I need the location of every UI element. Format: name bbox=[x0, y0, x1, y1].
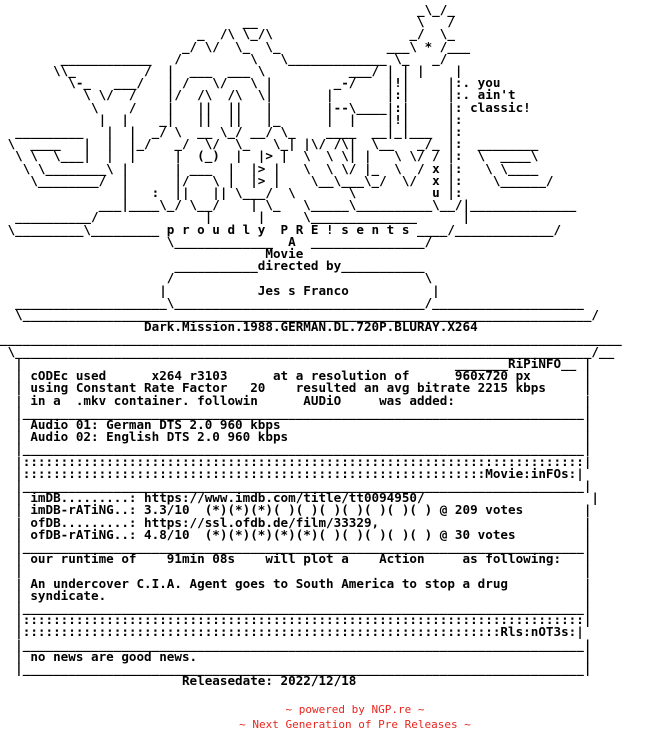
nfo-text: _\_/_ __ \ / _ /\ \_/\ _/ \_ _/ \/ \_ \_ ___\ * /___ ____________ / \ \_____________ \_ _/ \\_ / | ___ ___ \ ___/ | | | | \-_ ___/ | / \/ \ | _-/ |!| |:. you \ \/ / |/ /\ /\ \| | |:| |:. ain't \ / | || || | |--\____|:| |: classic! | | _| || || |_ | | |!| |: _________ | | _/ \ __ \_/ __/ \_ ____ __|_|___ |: \ ____ | | |_/ _/ \/ \_ \_| |\/ /\| \__ _/_ |: ________ \ \ \___| | | | (_) | |> | \ \ \| | \ \/ / |: \ ____\ \ \________\ | | ___ | |> | \ \ \/ |_ \ / x |: \ \____ \________/ | |/ \ | |> | \__\___\_/ \/ x |: \______/ | : || || \___/ \ \ u |: ___|____\_/ \__/ | \_ \_____\__________\__/|______________ __________/ | | \______________ | \_________\_________ p r o u d l y P R E ! s e n t s ____/_____________/ \_____________ A _______________/ Movie ___________directed by___________ / \ | Jes s Franco | ____________________\_________________________________/____________________ \___________________________________________________________________________/ Dark.Mission.1988.GERMAN.DL.720P.BLURAY.X264 __________________________________________________________________________________ \____________________________________________________________________________/__ | _______RiPiNFO__ | | cODEc used x264 r3103 at a resolution of 960x720 px | | using Constant Rate Factor 20 resulted an avg bitrate 2215 kbps | | in a .mkv container. followin AUDiO was added: | |__________________________________________________________________________| | Audio 01: German DTS 2.0 960 kbps | | Audio 02: English DTS 2.0 960 kbps | |__________________________________________________________________________| |::::::::::::::::::::::::::::::::::::::::::::::::::::::::::::::::::::::::::| |:::::::::::::::::::::::::::::::::::::::::::::::::::::::::::::Movie:inFOs:| |__________________________________________________________________________| | imDB.........: https://www.imdb.com/title/tt0094950/ | | imDB-rATiNG..: 3.3/10 (*)(*)(*)( )( )( )( )( )( )( ) @ 209 votes | | ofDB.........: https://ssl.ofdb.de/film/33329, | | ofDB-rATiNG..: 4.8/10 (*)(*)(*)(*)(*)( )( )( )( )( ) @ 30 votes | |__________________________________________________________________________| | our runtime of 91min 08s will plot a Action as following: | | | | An undercover C.I.A. Agent goes to South America to stop a drug | | syndicate. | |__________________________________________________________________________| |::::::::::::::::::::::::::::::::::::::::::::::::::::::::::::::::::::::::::| |:::::::::::::::::::::::::::::::::::::::::::::::::::::::::::::::Rls:nOT3s:| |__________________________________________________________________________| | no news are good news. | |__________________________________________________________________________| Releasedate: 2022/12/18 bbox=[0, 2, 622, 689]
footer-powered-by: ~ powered by NGP.re ~ bbox=[285, 703, 425, 716]
footer-tagline: ~ Next Generation of Pre Releases ~ bbox=[239, 718, 471, 731]
